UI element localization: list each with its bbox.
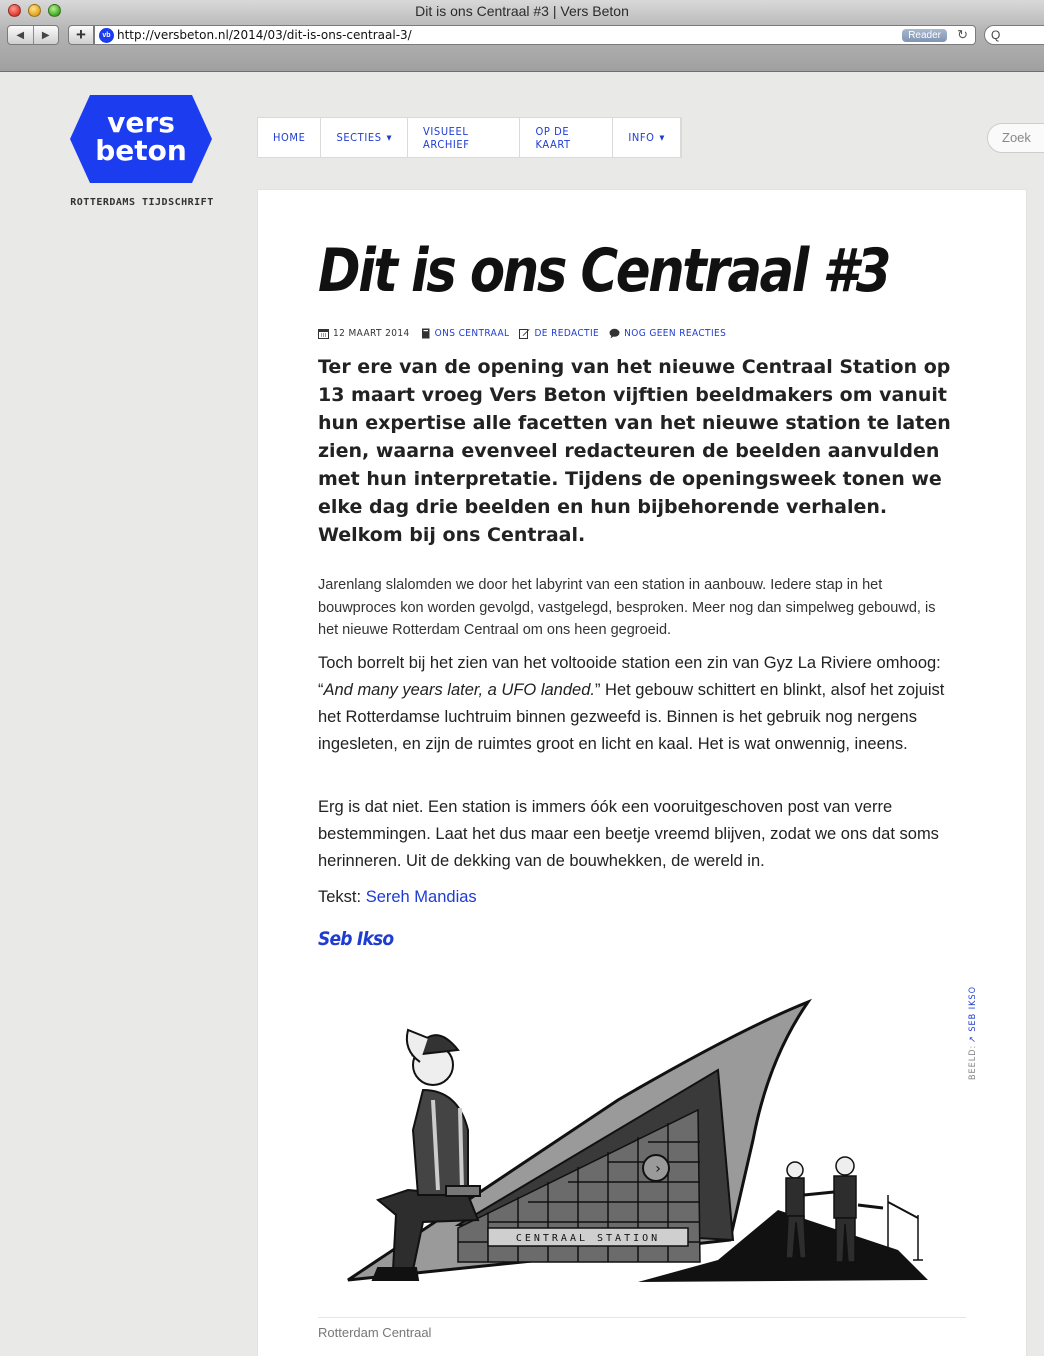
edit-icon [519,328,530,339]
meta-section [420,328,510,339]
article-title: Dit is ons Centraal #3 [318,236,890,306]
history-buttons [7,25,59,45]
add-bookmark-button[interactable]: + [68,25,94,45]
article-paragraph: Erg is dat niet. Een station is immers óók een vooruitgeschoven post van verre bestemmingen. Laat het dus maar een beetje vreemd blijven, zodat we ons dat soms herinneren. Uit de dekking van de bouwhekken, de wereld in. [318,798,939,870]
nav-item-visueel-archief[interactable] [408,118,520,157]
nav-item-label: VISUEEL ARCHIEF [423,124,470,151]
nav-item-label: OP DE KAART [535,124,571,151]
article-meta [318,328,736,339]
nav-item-label: INFO [628,131,655,144]
meta-date [318,328,410,339]
nav-item-op-de-kaart[interactable] [520,118,613,157]
comment-icon [609,328,620,339]
site-search-input[interactable]: Zoek [987,123,1044,153]
article-illustration[interactable] [338,990,958,1300]
author-link[interactable]: DE REDACTIE [534,328,600,339]
image-credit-name: SEB IKSO [968,985,978,1032]
article-lead: Ter ere van de opening van het nieuwe Centraal Station op 13 maart vroeg Vers Beton vijftien beeldmakers om vanuit hun expertise alle facetten van het nieuwe station te laten zien, waarna evenveel redacteuren de beelden aanvulden met hun interpretatie. Tijdens de openingsweek tonen we elke dag drie beelden en hun bijbehorende verhalen. Welkom bij ons Centraal. [318,356,951,546]
credit-author-link[interactable]: Sereh Mandias [365,888,477,906]
quote-text: And many years later, a UFO landed. [323,681,595,699]
paragraph-text: ” Het gebouw schittert en blinkt, alsof het zojuist het Rotterdamse luchtruim binnen gezweefd is. Binnen is het gebruik nog nergens ingesleten, en zijn de ruimtes groot en licht en kaal. Het is wat onwennig, ineens. [318,681,945,753]
credit-label: Tekst: [318,888,366,906]
article-intro: Jarenlang slalomden we door het labyrint van een station in aanbouw. Iedere stap in het bouwproces kon worden gevolgd, vastgelegd, besproken. Meer nog dan simpelweg gebouwd, is het nieuwe Rotterdam Centraal om ons heen gegroeid. [318,577,936,638]
caret-down-icon: ▼ [386,133,393,142]
address-bar[interactable] [94,25,976,45]
browser-chrome [0,0,1044,72]
url-text[interactable]: http://versbeton.nl/2014/03/dit-is-ons-centraal-3/ [117,28,412,42]
main-navigation [257,117,1031,158]
artist-heading: Seb Ikso [318,928,394,950]
image-caption: Rotterdam Centraal [318,1325,432,1340]
nav-item-home[interactable] [258,118,321,157]
window-title: Dit is ons Centraal #3 | Vers Beton [415,3,629,19]
site-logo[interactable] [68,92,214,186]
reader-button[interactable]: Reader [902,29,947,42]
caption-divider [318,1317,966,1318]
arrow-icon: ↗ [968,1034,978,1043]
image-credit-label: BEELD: [968,1044,978,1080]
clock-glyph: › [655,1161,661,1177]
site-favicon-icon: vb [99,28,114,43]
logo-line-2: beton [95,134,187,167]
paragraph-text: Toch borrelt bij het zien van het voltooide station een zin van Gyz La Riviere omhoog: “ [318,654,941,699]
image-credit [963,980,983,1080]
caret-down-icon: ▼ [659,133,665,142]
meta-comments [609,328,726,339]
nav-item-secties[interactable] [321,118,408,157]
comments-link[interactable]: NOG GEEN REACTIES [624,328,727,339]
nav-item-info[interactable] [613,118,681,157]
section-link[interactable]: ONS CENTRAAL [434,328,510,339]
book-icon [420,328,431,339]
calendar-icon [318,328,329,339]
meta-date-text: 12 MAART 2014 [333,328,410,339]
meta-author [519,328,599,339]
reload-icon[interactable]: ↻ [957,27,968,42]
logo-line-1: vers [107,106,175,139]
nav-item-label: SECTIES [336,131,382,144]
back-button[interactable]: ◀ [8,26,34,44]
forward-button[interactable]: ▶ [41,29,50,41]
image-credit-link[interactable] [968,986,978,1043]
browser-search-field[interactable] [984,25,1044,45]
search-icon: Q [991,28,1001,42]
site-tagline: ROTTERDAMS TIJDSCHRIFT [70,197,214,208]
article-paragraph [318,650,968,758]
article-card [257,189,1027,1356]
text-credit [318,884,968,911]
station-sign-text: CENTRAAL STATION [515,1233,661,1244]
nav-item-label: HOME [273,131,306,144]
